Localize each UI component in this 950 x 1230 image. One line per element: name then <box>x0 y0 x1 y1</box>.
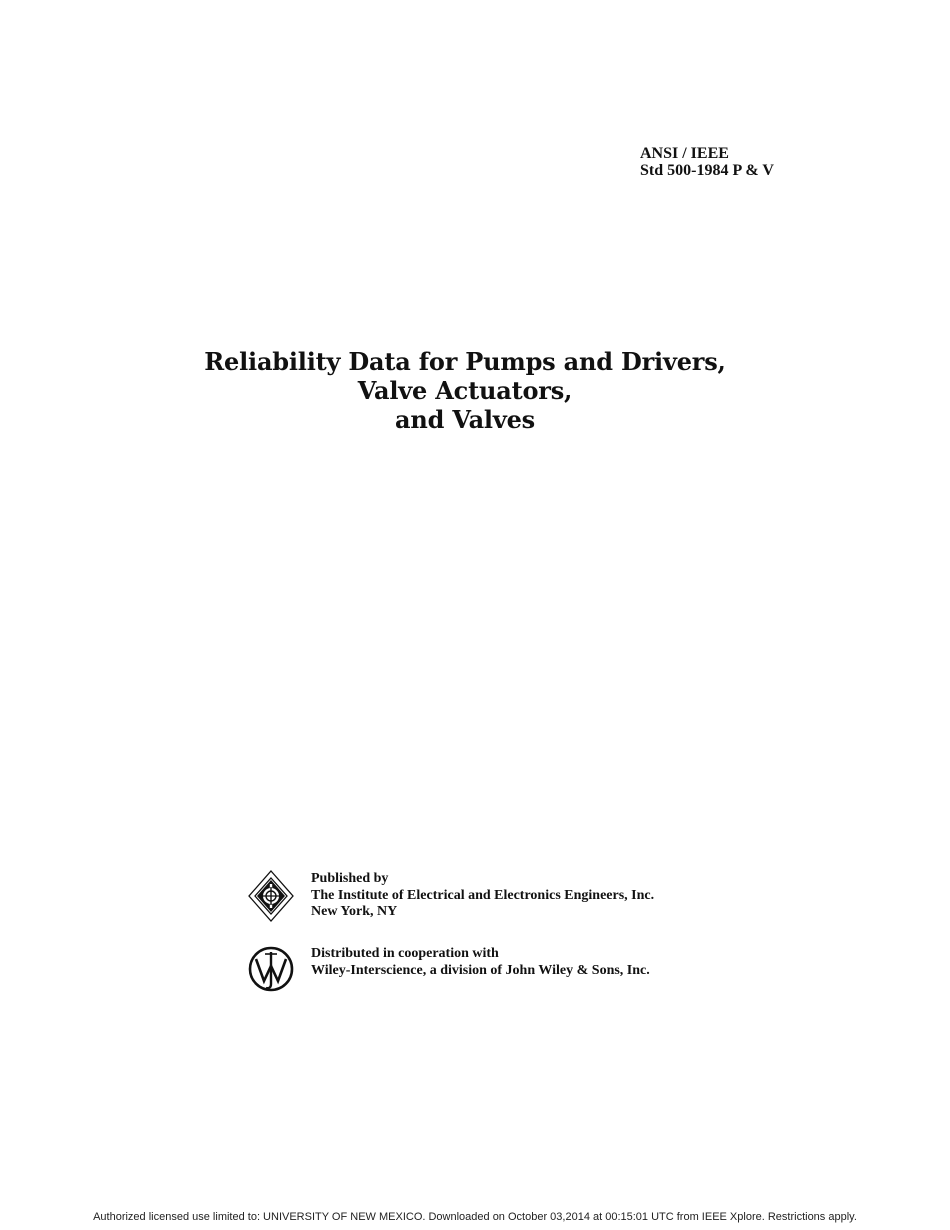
distributor-line-1: Distributed in cooperation with <box>311 946 499 961</box>
ieee-diamond-logo-icon <box>246 869 296 925</box>
title-line-2: Valve Actuators, <box>357 376 573 405</box>
title-line-1: Reliability Data for Pumps and Drivers, <box>204 347 726 376</box>
title-line-3: and Valves <box>395 405 535 434</box>
standard-line-1: ANSI / IEEE <box>640 145 729 162</box>
standard-line-2: Std 500-1984 P & V <box>640 162 774 179</box>
standard-designation <box>640 145 774 179</box>
license-footer: Authorized licensed use limited to: UNIVERSITY OF NEW MEXICO. Downloaded on October 03,2014 at 00:15:01 UTC from IEEE Xplore. Restrictions apply. <box>93 1211 857 1223</box>
wiley-logo-icon <box>246 944 296 1000</box>
publisher-line-3: New York, NY <box>311 904 398 919</box>
distributor-text <box>311 946 650 979</box>
document-title <box>160 347 770 434</box>
publisher-text <box>311 871 654 921</box>
publisher-line-1: Published by <box>311 871 389 886</box>
distributor-line-2: Wiley-Interscience, a division of John Wiley & Sons, Inc. <box>311 962 650 978</box>
publisher-line-2: The Institute of Electrical and Electronics Engineers, Inc. <box>311 887 655 903</box>
